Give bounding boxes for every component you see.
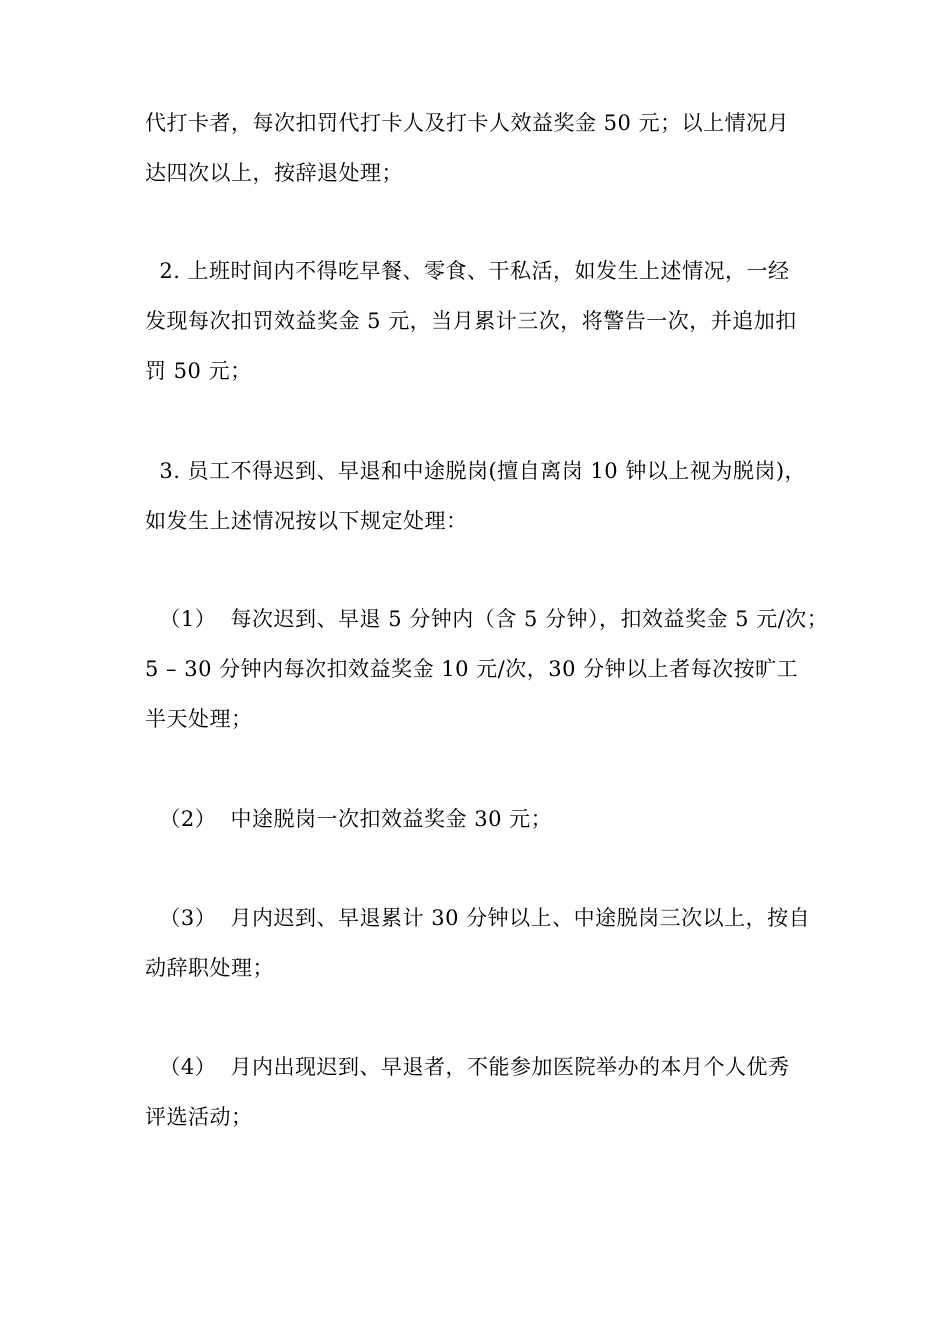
text-line: （1） 每次迟到、早退 5 分钟内（含 5 分钟），扣效益奖金 5 元/次；: [145, 607, 829, 631]
text-line: （2） 中途脱岗一次扣效益奖金 30 元；: [145, 807, 553, 831]
text-line: 代打卡者，每次扣罚代打卡人及打卡人效益奖金 50 元；以上情况月: [145, 111, 790, 135]
text-line: 动辞职处理；: [145, 956, 274, 980]
paragraph-rule-3: [145, 446, 825, 546]
text-line: 发现每次扣罚效益奖金 5 元，当月累计三次，将警告一次，并追加扣: [145, 309, 797, 333]
text-line: 半天处理；: [145, 707, 253, 731]
text-line: 如发生上述情况按以下规定处理：: [145, 509, 468, 533]
paragraph-item-4: [145, 1042, 825, 1142]
text-line: 达四次以上，按辞退处理；: [145, 161, 403, 185]
paragraph-item-1: [145, 594, 829, 744]
text-line: （3） 月内迟到、早退累计 30 分钟以上、中途脱岗三次以上，按自: [145, 906, 811, 930]
paragraph-rule-2: [145, 246, 825, 396]
paragraph-item-2: [145, 794, 825, 844]
paragraph-item-3: [145, 893, 825, 993]
paragraph-proxy-punch: [145, 98, 825, 198]
text-line: 罚 50 元；: [145, 359, 252, 383]
text-line: 2. 上班时间内不得吃早餐、零食、干私活，如发生上述情况，一经: [145, 259, 790, 283]
text-line: 5 – 30 分钟内每次扣效益奖金 10 元/次，30 分钟以上者每次按旷工: [145, 657, 799, 681]
text-line: （4） 月内出现迟到、早退者，不能参加医院举办的本月个人优秀: [145, 1055, 790, 1079]
text-line: 3. 员工不得迟到、早退和中途脱岗(擅自离岗 10 钟以上视为脱岗)，: [145, 459, 807, 483]
text-line: 评选活动；: [145, 1105, 253, 1129]
